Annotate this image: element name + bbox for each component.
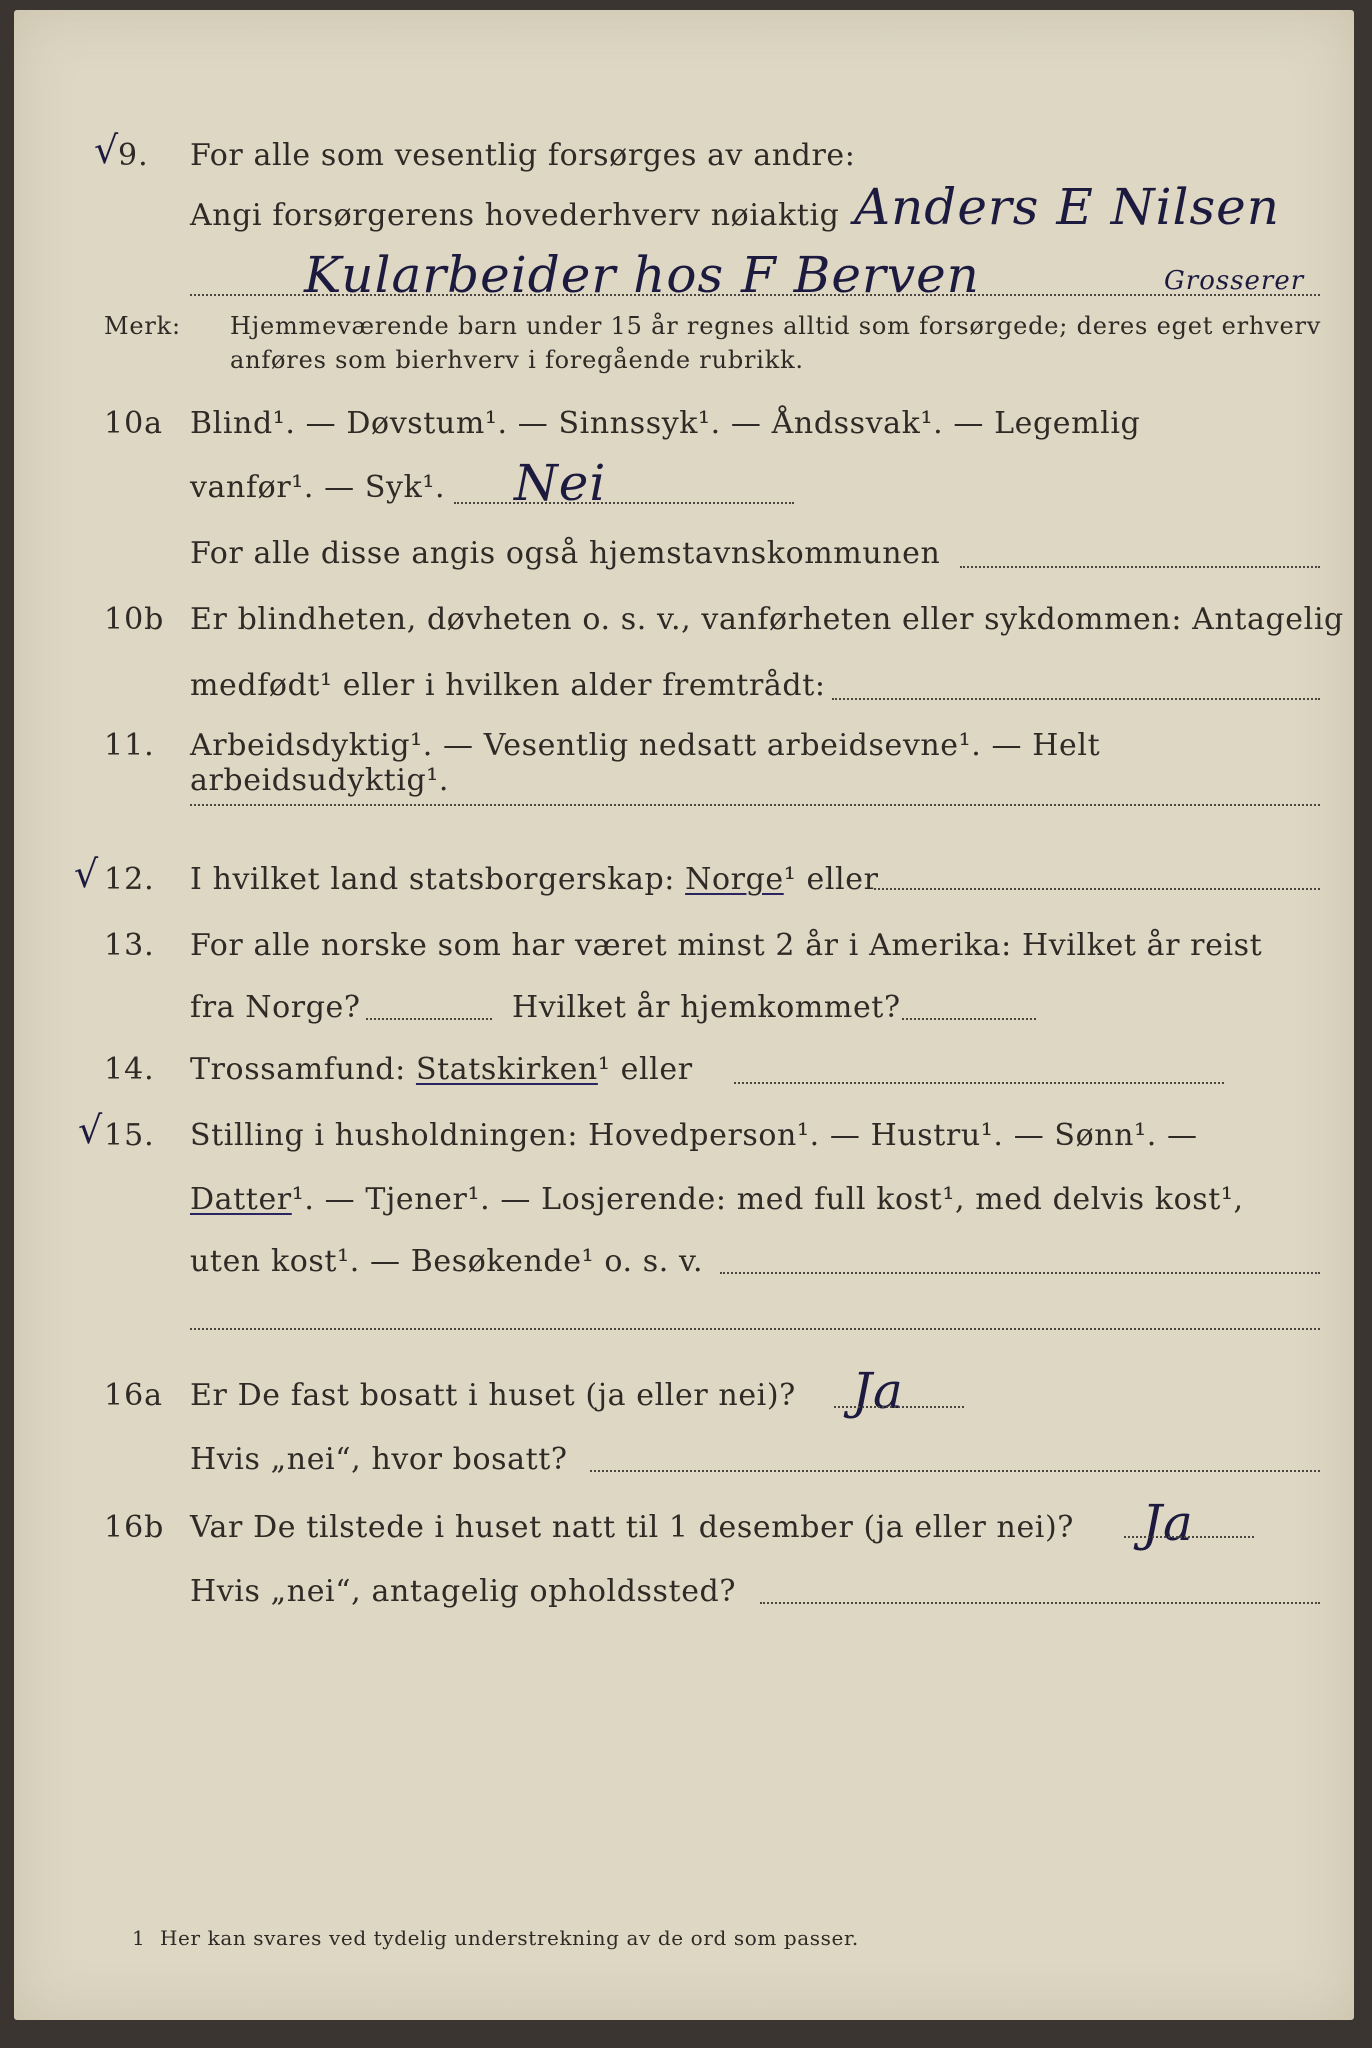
handwritten-16a-answer: Ja <box>852 1362 904 1420</box>
answer-line-13-return <box>902 1018 1036 1020</box>
answer-line-10b <box>832 698 1320 700</box>
answer-line-15 <box>720 1272 1320 1274</box>
footnote-text: Her kan svares ved tydelig understrekning av de ord som passer. <box>160 1926 859 1950</box>
answer-line-14 <box>734 1082 1224 1084</box>
note-line1: Hjemmeværende barn under 15 år regnes alltid som forsørgede; deres eget erhverv <box>230 312 1322 340</box>
answer-line-16b <box>1124 1536 1254 1538</box>
handwritten-16b-answer: Ja <box>1142 1494 1194 1552</box>
answer-line-16a-where <box>590 1470 1320 1472</box>
question-10b-line1: Er blindheten, døvheten o. s. v., vanførheten eller sykdommen: Antagelig <box>190 602 1344 637</box>
underlined-norge: Norge <box>685 862 784 897</box>
question-16a-number: 16a <box>104 1378 164 1413</box>
handwritten-provider-name: Anders E Nilsen <box>854 178 1280 236</box>
handwritten-provider-occupation: Kularbeider hos F Berven <box>304 246 980 304</box>
question-15-line2 <box>190 1182 1244 1217</box>
question-15-line1: Stilling i husholdningen: Hovedperson¹. — Hustru¹. — Sønn¹. — <box>190 1118 1198 1153</box>
question-15-line2-rest: ¹. — Tjener¹. — Losjerende: med full kost¹, med delvis kost¹, <box>291 1182 1244 1217</box>
question-16b-line2: Hvis „nei“, antagelig opholdssted? <box>190 1574 737 1609</box>
handwritten-10a-answer: Nei <box>514 454 607 512</box>
note-line2: anføres som bierhverv i foregående rubrikk. <box>230 346 804 374</box>
question-11-line1: Arbeidsdyktig¹. — Vesentlig nedsatt arbeidsevne¹. — Helt arbeidsudyktig¹. <box>190 728 1101 798</box>
answer-line-16b-where <box>760 1602 1320 1604</box>
question-11-number: 11. <box>104 728 155 763</box>
question-10a-number: 10a <box>104 406 164 441</box>
underlined-datter: Datter <box>190 1182 292 1217</box>
question-10a-line2: vanfør¹. — Syk¹. <box>190 470 446 505</box>
note-label: Merk: <box>104 312 181 340</box>
question-14-number: 14. <box>104 1052 155 1087</box>
answer-line-10a <box>454 502 794 504</box>
checkmark-9: √ <box>94 128 119 172</box>
question-16a-line2: Hvis „nei“, hvor bosatt? <box>190 1442 568 1477</box>
answer-line-9 <box>190 294 1320 296</box>
question-13-line1: For alle norske som har været minst 2 år i Amerika: Hvilket år reist <box>190 928 1263 963</box>
answer-line-12 <box>874 888 1320 890</box>
question-10a-line1: Blind¹. — Døvstum¹. — Sinnssyk¹. — Åndssvak¹. — Legemlig <box>190 406 1141 441</box>
question-14-line <box>190 1052 693 1087</box>
checkmark-12: √ <box>74 852 99 896</box>
question-9-line1: For alle som vesentlig forsørges av andre: <box>190 138 856 173</box>
question-13-number: 13. <box>104 928 155 963</box>
checkmark-15: √ <box>78 1108 103 1152</box>
question-9-line2: Angi forsørgerens hovederhverv nøiaktig <box>190 198 840 233</box>
question-13-line2a: fra Norge? <box>190 990 361 1025</box>
handwritten-occupation-extra: Grosserer <box>1164 266 1305 296</box>
question-13-line2b: Hvilket år hjemkommet? <box>512 990 901 1025</box>
question-10a-line3: For alle disse angis også hjemstavnskommunen <box>190 536 941 571</box>
question-16b-number: 16b <box>104 1510 165 1545</box>
question-15-line3: uten kost¹. — Besøkende¹ o. s. v. <box>190 1244 704 1279</box>
answer-line-13-left <box>366 1018 492 1020</box>
question-9-number: 9. <box>118 138 149 173</box>
question-12-line <box>190 862 879 897</box>
question-10b-line2: medfødt¹ eller i hvilken alder fremtrådt: <box>190 668 826 703</box>
census-form-page <box>14 10 1354 2020</box>
question-12-label: I hvilket land statsborgerskap: <box>190 862 675 897</box>
answer-line-15-extra <box>190 1328 1320 1330</box>
question-15-number: 15. <box>104 1118 155 1153</box>
question-14-rest: ¹ eller <box>597 1052 693 1087</box>
question-12-rest: ¹ eller <box>783 862 879 897</box>
answer-line-11 <box>190 804 1320 806</box>
answer-line-10a-home <box>960 566 1320 568</box>
question-14-label: Trossamfund: <box>190 1052 406 1087</box>
question-10b-number: 10b <box>104 602 165 637</box>
question-16a-line1: Er De fast bosatt i huset (ja eller nei)? <box>190 1378 796 1413</box>
footnote-mark: 1 <box>132 1926 146 1950</box>
question-12-number: 12. <box>104 862 155 897</box>
underlined-statskirken: Statskirken <box>415 1052 598 1087</box>
question-16b-line1: Var De tilstede i huset natt til 1 desember (ja eller nei)? <box>190 1510 1074 1545</box>
answer-line-16a <box>834 1406 964 1408</box>
